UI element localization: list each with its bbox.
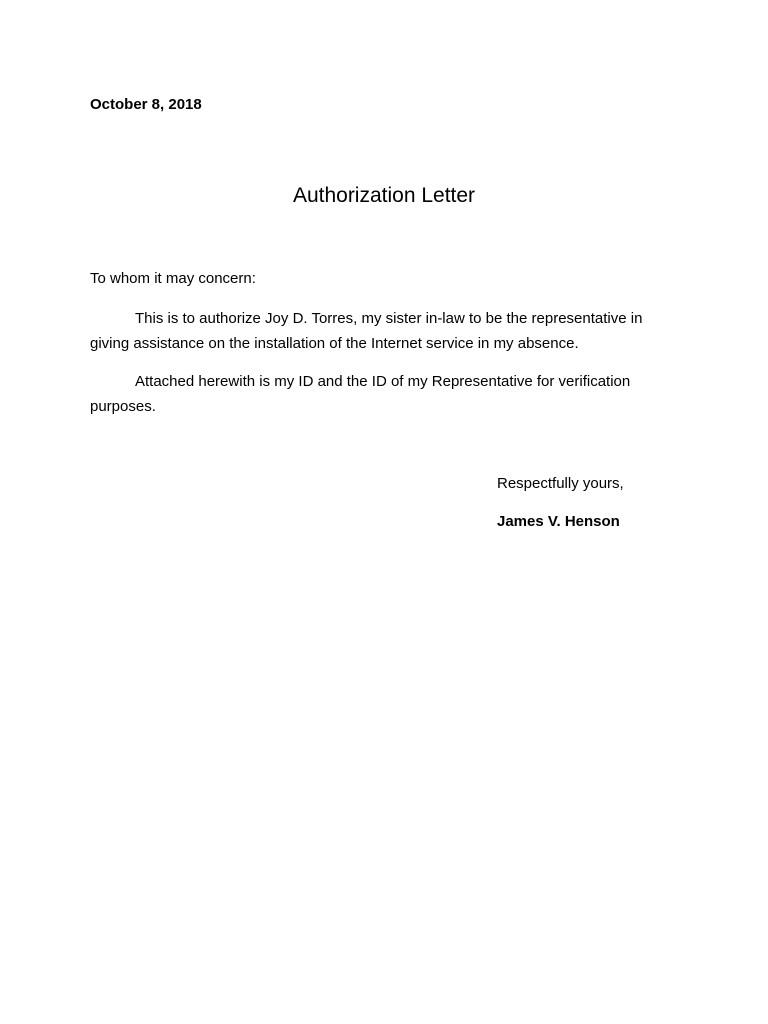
letter-date: October 8, 2018 [90,96,202,113]
letter-paragraph-1: This is to authorize Joy D. Torres, my sister in-law to be the representative in giving assistance on the installation of the Internet service in my absence. [90,310,643,352]
letter-salutation: To whom it may concern: [90,270,256,287]
letter-closing: Respectfully yours, [497,475,624,492]
letter-signature-name: James V. Henson [497,513,620,530]
letter-paragraph-2: Attached herewith is my ID and the ID of my Representative for verification purposes. [90,373,631,415]
letter-title: Authorization Letter [292,184,476,207]
